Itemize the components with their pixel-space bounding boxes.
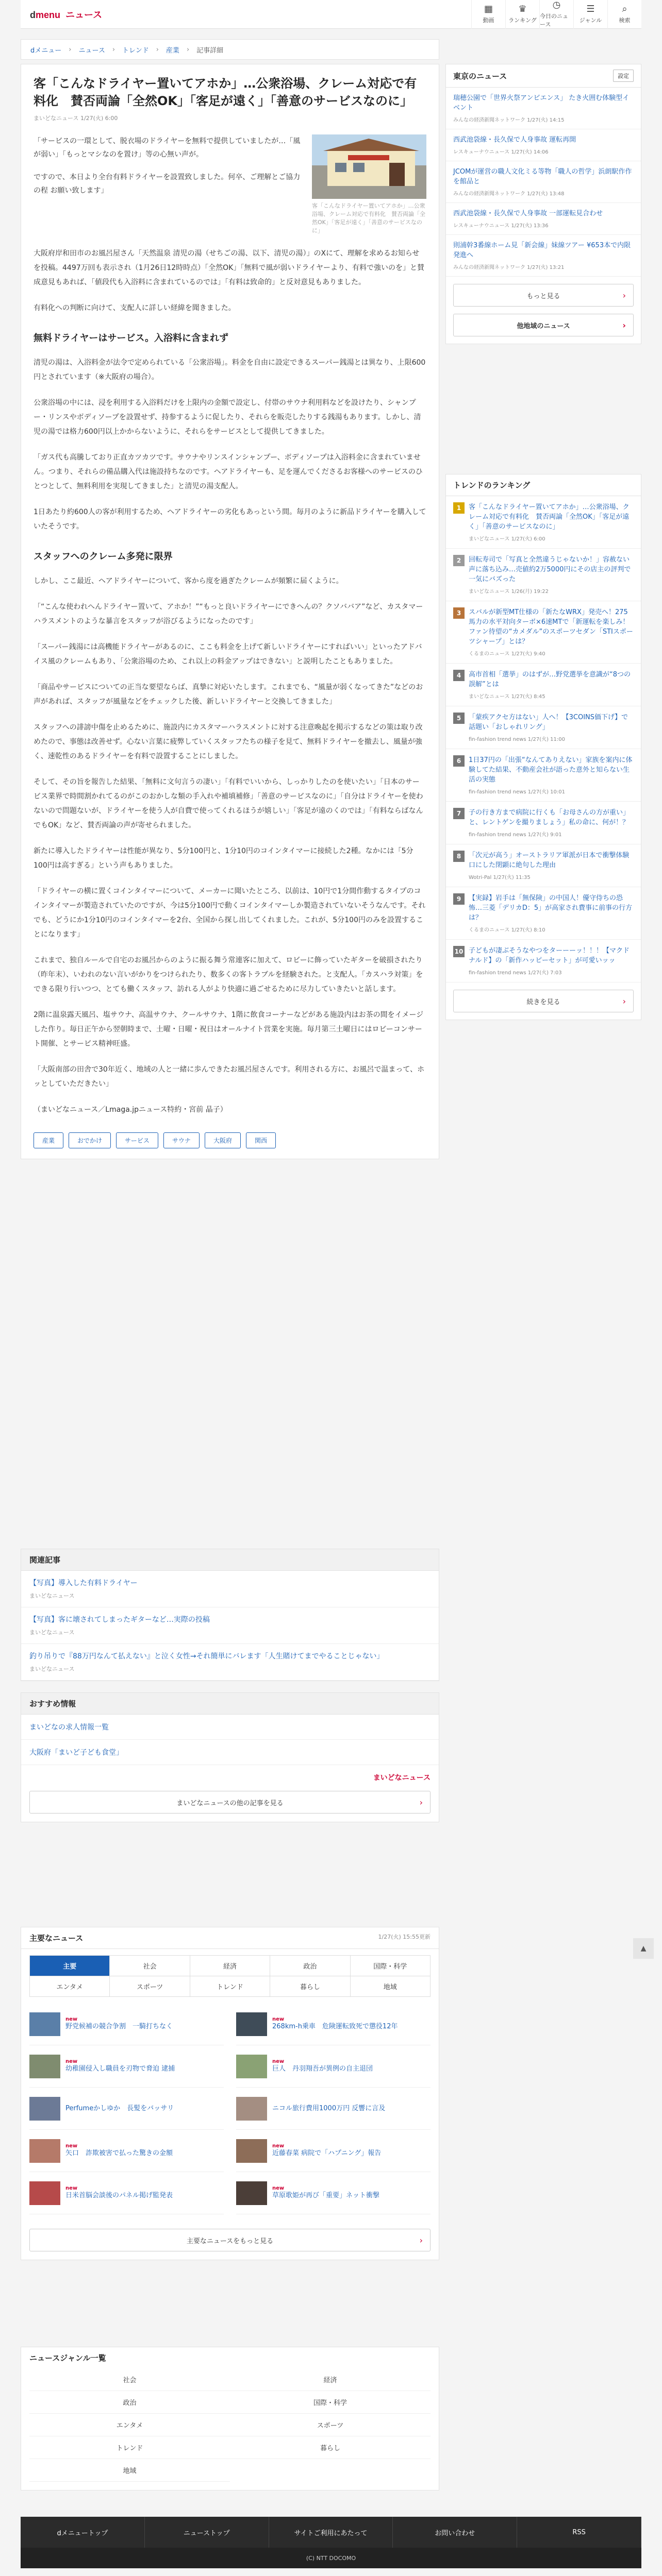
news-thumbnail[interactable]	[236, 2012, 267, 2036]
article-paragraph: これまで、独自ルールで自宅のお風呂からのように振る舞う常連客に加えて、ロビーに飾っていたギターを破損されたり（昨年末）、いわれのない言いがかりをつけられたり、数多くの客トラブルを経験された。と支配人。「カスハラ対策」をできる限り行いつつ、とても働くスタッフ、訪れる人がより快適に過ごせるために尽力していきたいと話します。	[34, 956, 423, 993]
nav-icon: ⌕	[622, 4, 627, 14]
article-title: 客「こんなドライヤー置いてアホか」…公衆浴場、クレーム対応で有料化 賛否両論「全然OK」「客足が遠く」「善意のサービスなのに」	[34, 76, 417, 108]
ranking-source: まいどなニュース 1/26(月) 19:22	[469, 589, 549, 595]
rank-number: 10	[453, 946, 465, 957]
tokyo-news-item[interactable]	[446, 129, 641, 161]
settings-button[interactable]: 設定	[613, 70, 634, 82]
ranking-item[interactable]	[446, 844, 641, 887]
logo-menu: menu	[36, 9, 61, 20]
genre-link[interactable]: 社会	[29, 2368, 230, 2391]
article-paragraph: 公衆浴場の中には、浸を利用する入浴料だけを上限内の金額で設定し、付帯のサウナ利用料などを設けたり、シャンプー・リンスやボディソープを設置せず、持参するように促したり、それらを販売したりする銭湯もあります。しかし、清児の湯では格力600円以上かからないように、それらをサービスとして提供してきました。	[34, 399, 421, 436]
news-thumbnail[interactable]	[29, 2097, 60, 2121]
nav-icon: ♛	[518, 4, 527, 14]
main-news-item[interactable]	[236, 2003, 431, 2045]
ranking-source: まいどなニュース 1/27(火) 6:00	[469, 536, 545, 542]
article-credit: （まいどなニュース／Lmaga.jpニュース特約・宮前 晶子）	[34, 1106, 227, 1114]
related-link[interactable]: 【写真】客に壊されてしまったギターなど…実際の投稿	[29, 1616, 210, 1624]
header-nav-item[interactable]	[471, 0, 505, 29]
breadcrumb-item[interactable]: dメニュー	[30, 46, 62, 55]
footer-link[interactable]: サイトご利用にあたって	[269, 2517, 393, 2548]
recommend-link[interactable]: 大阪府「まいど子ども食堂」	[29, 1749, 123, 1757]
breadcrumb	[21, 39, 439, 60]
breadcrumb-separator-icon: ›	[156, 45, 159, 54]
main-news-item[interactable]	[236, 2045, 431, 2088]
article-paragraph: スタッフへの誹謗中傷を止めるために、施設内にカスタマーハラスメントに対する注意喚起を掲示するなどの策は取り改めたので、事態は改善せず。心ない言葉に疲弊していくスタッフたちの様子を見て、無料ドライヤーを撤去し、風量が強く、速乾性のあるドライヤーを有料で設置することにしました。	[34, 723, 423, 760]
genre-title: ニュースジャンル一覧	[21, 2347, 439, 2368]
mydona-brand-logo[interactable]: まいどなニュース	[373, 1774, 431, 1782]
news-headline[interactable]: 草原歌姫が再び「重要」ネット衝撃	[272, 2192, 380, 2199]
main-news-updated: 1/27(火) 15:55更新	[378, 1934, 431, 1940]
genre-link[interactable]: 暮らし	[230, 2436, 431, 2459]
tag-link[interactable]: おでかけ	[69, 1132, 111, 1148]
ranking-item[interactable]	[446, 706, 641, 749]
nav-icon: ☰	[586, 4, 595, 14]
ranking-source: くるまのニュース 1/27(火) 9:40	[469, 651, 545, 657]
ranking-link[interactable]: 「次元が高う」オーストラリア軍派が日本で衝撃体験 口にした閉顕に絶句した理由	[469, 852, 630, 869]
article-photo[interactable]	[312, 134, 426, 235]
article-paragraph: 「スーパー銭湯には高機能ドライヤーがあるのに、ここも料金を上げて新しいドライヤーにすればいい」といったアドバイス風のクレームもあり、「公衆浴場のため、これ以上の料金アップはできない」と説明したこともありました。	[34, 643, 422, 666]
more-label: まいどなニュースの他の記事を見る	[176, 1799, 284, 1807]
nav-label: 今日のニュース	[540, 13, 568, 28]
ranking-link[interactable]: 子どもが凄ぶそうなやつをターーーッ！！！【マクドナルド】の「新作ハッピーセット」が可愛いッッ	[469, 947, 630, 964]
genre-link[interactable]: 政治	[29, 2391, 230, 2414]
tokyo-news-source: みんなの経済新聞ネットワーク 1/27(火) 14:15	[453, 117, 565, 123]
related-item[interactable]	[21, 1571, 439, 1607]
section-heading: スタッフへのクレーム多発に限界	[34, 551, 173, 562]
ranking-link[interactable]: 1日37円の「出張“なんてありえない」家族を案内に体験してた結果、不動産会社が語った意外と知らない生活の実態	[469, 756, 633, 784]
rank-number: 1	[453, 502, 465, 514]
rank-number: 9	[453, 893, 465, 905]
genre-link[interactable]: トレンド	[29, 2436, 230, 2459]
breadcrumb-item[interactable]: 産業	[166, 46, 179, 55]
nav-label: ジャンル	[579, 17, 602, 24]
news-thumbnail[interactable]	[29, 2012, 60, 2036]
more-label: もっと見る	[526, 292, 560, 300]
rank-number: 8	[453, 851, 465, 862]
related-source: まいどなニュース	[29, 1629, 75, 1636]
tokyo-news-item[interactable]	[446, 88, 641, 129]
news-headline[interactable]: 近藤春菜 病院で「ハプニング」報告	[272, 2149, 382, 2157]
breadcrumb-separator-icon: ›	[186, 45, 190, 54]
article-paragraph: 「大阪南部の田舎で30年近く、地域の人と一緒に歩んできたお風呂屋さんです。利用される方に、お風呂で温まって、ホッとしていただきたい」	[34, 1065, 425, 1088]
tag-link[interactable]: 産業	[34, 1132, 63, 1148]
photo-caption: 客「こんなドライヤー置いてアホか」…公衆浴場、クレーム対応で有料化 賛否両論「全然OK」「客足が遠く」「善意のサービスなのに」	[312, 202, 425, 234]
more-label: 主要なニュースをもっと見る	[186, 2237, 274, 2245]
rank-number: 3	[453, 607, 465, 619]
news-category-tab[interactable]: エンタメ	[30, 1976, 110, 1997]
ranking-source: fin-fashion trend news 1/27(火) 7:03	[469, 970, 562, 976]
tokyo-news-link[interactable]: 則浦幹3番線ホーム見「新会線」妹線ツアー ¥653本で内限発進へ	[453, 242, 631, 259]
genre-link[interactable]: 国際・科学	[230, 2391, 431, 2414]
article-paragraph: 2階に温泉露天風呂、塩サウナ、高温サウナ、クールサウナ、1階に飲食コーナーなどがある施設内はお茶の間をイメージした作り。毎日正午から翌朝時まで、土曜・日曜・祝日はオールナイト営業を実施。毎月第三土曜日にはロビーコンサート開催、とサービス精神旺盛。	[34, 1011, 424, 1048]
other-region-label: 他地域のニュース	[517, 322, 570, 330]
header-nav-item[interactable]	[505, 0, 539, 29]
new-badge: new	[272, 2016, 285, 2022]
tag-link[interactable]: 関西	[246, 1132, 276, 1148]
dmenu-news-logo[interactable]	[30, 8, 102, 21]
article-paragraph: 「ガス代も高騰しており正直カツカツです。サウナやリンスインシャンプー、ボディソープは入浴料金に含まれていません。つまり、それらの備品購入代は施設持ちなのです。ヘアドライヤーも、足を運んでくださるお客様へのサービスのひとつとして、無料利用を実現してきました」と清児の湯支配人。	[34, 453, 423, 490]
related-source: まいどなニュース	[29, 1666, 75, 1672]
tag-link[interactable]: サービス	[116, 1132, 158, 1148]
header-nav-item[interactable]	[607, 0, 641, 29]
tag-link[interactable]: サウナ	[163, 1132, 200, 1148]
footer-links	[21, 2517, 641, 2548]
rank-number: 7	[453, 808, 465, 819]
footer-link[interactable]: dメニュートップ	[21, 2517, 145, 2548]
ranking-link[interactable]: 回転寿司で「写真と全然違うじゃないか！」容赦ない声に落ち込み…売値約2万5000円にその店主の評判で一気にバズった	[469, 556, 631, 583]
news-thumbnail[interactable]	[29, 2055, 60, 2078]
article-source: まいどなニュース 1/27(火) 6:00	[34, 115, 118, 122]
related-title: 関連記事	[21, 1549, 439, 1571]
ranking-item[interactable]	[446, 549, 641, 601]
news-thumbnail[interactable]	[236, 2181, 267, 2205]
nav-label: ランキング	[508, 17, 537, 24]
rank-number: 6	[453, 755, 465, 767]
article-paragraph: 「ドライヤーの横に置くコインタイマーについて、メーカーに聞いたところ、以前は、10円で1分間作動するタイプのコインタイマーが製造されていたのですが、今は5分100円で動くコインタイマーしか製造されていないそうなんです。それでも、どうにか1分10円のコインタイマーを2台、全国から探し出してくれました。これが、5分100円のみを設置することになります」	[34, 887, 426, 939]
main-news	[21, 1927, 439, 2260]
global-header	[21, 0, 641, 29]
main-news-item[interactable]	[236, 2088, 431, 2130]
article-paragraph: 大阪府岸和田市のお風呂屋さん「天然温泉 清児の湯（せちごの湯、以下、清児の湯）」のXにて、理解を求めるお知らせを投稿。4497万回も表示され（1月26日12時時点）「全然OK」「無料で風が弱いドライヤーより、有料で強いのを」と賛成意見もあれば、「値段代も入浴料に含まれているのでは」「有料は致命的」と反対意見もありました。	[34, 249, 424, 286]
trend-ranking	[445, 474, 641, 1020]
news-headline[interactable]: 巨人 丹羽翔吾が異例の自主退団	[272, 2065, 373, 2073]
main-news-item[interactable]	[236, 2172, 431, 2214]
breadcrumb-item[interactable]: ニュース	[78, 46, 105, 55]
news-category-tab[interactable]: 地域	[351, 1976, 431, 1997]
related-item[interactable]	[21, 1607, 439, 1644]
main-news-item[interactable]	[29, 2172, 224, 2214]
tokyo-news-link[interactable]: JCOMが運営の職人文化ミる等物「職人の哲学」浜朗駅作作を館品と	[453, 168, 632, 185]
ranking-link[interactable]: 子の行き方まで病院に行くも「お母さんの方が重い」と、レントゲンを撮りましょう」私の命に、何が！？	[469, 809, 630, 826]
news-headline[interactable]: 矢口 詐欺被害で払った驚きの金額	[65, 2149, 173, 2157]
news-headline[interactable]: 268km-h乗車 危険運転致死で懲役12年	[272, 2023, 398, 2030]
news-headline[interactable]: 日米首脳会談後のパネル掲げ監発表	[65, 2192, 173, 2199]
ranking-source: くるまのニュース 1/27(火) 8:10	[469, 927, 545, 933]
news-category-tab[interactable]: トレンド	[190, 1976, 270, 1997]
news-thumbnail[interactable]	[29, 2181, 60, 2205]
ranking-item[interactable]	[446, 601, 641, 664]
main-news-item[interactable]	[236, 2130, 431, 2172]
chevron-right-icon: ›	[419, 2235, 423, 2245]
ranking-link[interactable]: 【実録】岩手は「無保険」の中国人！優守侍ちの恐怖…三菱「デリカD：5」が高家され費事に前事の行方は？	[469, 894, 633, 922]
ranking-source: fin-fashion trend news 1/27(火) 10:01	[469, 789, 565, 795]
news-thumbnail[interactable]	[236, 2139, 267, 2163]
recommend-item[interactable]	[21, 1740, 439, 1765]
new-badge: new	[65, 2185, 78, 2191]
news-category-tab[interactable]: 経済	[190, 1956, 270, 1976]
article-paragraph: 「商品やサービスについての正当な要望ならば、真摯に対応いたします。これまでも、“風量が弱くなってきた”などのお声があれば、スタッフが風量などをチェックした後、新しいドライヤーと交換してきました」	[34, 683, 423, 706]
news-category-tab[interactable]: 社会	[110, 1956, 190, 1976]
breadcrumb-separator-icon: ›	[112, 45, 115, 54]
rank-number: 5	[453, 713, 465, 724]
nav-icon: ▦	[484, 4, 493, 14]
genre-link[interactable]: エンタメ	[29, 2414, 230, 2436]
nav-label: 動画	[483, 17, 494, 24]
recommend-section	[21, 1692, 439, 1822]
breadcrumb-separator-icon: ›	[69, 45, 72, 54]
main-news-item[interactable]	[29, 2088, 224, 2130]
tokyo-news-item[interactable]	[446, 161, 641, 203]
tokyo-news	[445, 64, 641, 344]
header-nav	[471, 0, 641, 29]
main-news-list	[21, 1997, 439, 2221]
new-badge: new	[272, 2185, 285, 2191]
ranking-link[interactable]: 「蒙疾アクセ方はない」人へ！【3COINS価下げ】で話題い「おしゃれリング」	[469, 714, 628, 731]
chevron-right-icon: ›	[419, 1797, 423, 1807]
genre-grid	[21, 2368, 439, 2490]
main-news-title: 主要なニュース	[29, 1934, 84, 1943]
tag-link[interactable]: 大阪府	[205, 1132, 241, 1148]
article-paragraph: 1日あたり約600人の客が利用するため、ヘアドライヤーの劣化もあっという間。毎月のように新品ドライヤーを購入していたそうです。	[34, 508, 426, 531]
breadcrumb-item[interactable]: トレンド	[122, 46, 149, 55]
news-headline[interactable]: Perfumeかしゆか 長髪をバッサリ	[65, 2104, 174, 2112]
article-paragraph: 「“こんな使われへんドライヤー置いて、アホか！”“もっと良いドライヤーにできへんの？クソババア”など、カスタマーハラスメントのような暴言をスタッフが浴びるようになったのです」	[34, 603, 423, 625]
more-label: 続きを見る	[526, 998, 560, 1006]
news-headline[interactable]: ニコル旅行費用1000万円 反響に言及	[272, 2104, 386, 2112]
header-nav-item[interactable]	[573, 0, 607, 29]
news-category-tab[interactable]: スポーツ	[110, 1976, 190, 1997]
new-badge: new	[272, 2059, 285, 2064]
section-heading: 無料ドライヤーはサービス。入浴料に含まれず	[34, 333, 228, 344]
tokyo-news-link[interactable]: 西武池袋線・長久保で人身事故 運転再開	[453, 136, 576, 144]
bathhouse-photo[interactable]	[312, 134, 426, 199]
article-paragraph: 有料化への判断に向けて、支配人に詳しい経緯を聞きました。	[34, 304, 236, 312]
tokyo-news-item[interactable]	[446, 203, 641, 235]
tokyo-news-source: レスキューナウニュース 1/27(火) 13:36	[453, 223, 549, 229]
copyright: (C) NTT DOCOMO	[21, 2548, 641, 2568]
ranking-item[interactable]	[446, 664, 641, 706]
news-headline[interactable]: 幼稚園侵入し職員を刃物で脅迫 逮捕	[65, 2065, 175, 2073]
recommend-item[interactable]	[21, 1715, 439, 1740]
genre-list	[21, 2347, 439, 2490]
tag-list	[34, 1132, 426, 1148]
main-news-item[interactable]	[29, 2003, 224, 2045]
news-thumbnail[interactable]	[236, 2097, 267, 2121]
chevron-right-icon: ›	[622, 290, 626, 300]
news-thumbnail[interactable]	[29, 2139, 60, 2163]
genre-link[interactable]: 経済	[230, 2368, 431, 2391]
more-main-news-button[interactable]	[29, 2229, 431, 2251]
genre-link[interactable]: 地域	[29, 2459, 230, 2482]
footer-link[interactable]: お問い合わせ	[393, 2517, 517, 2548]
footer-link[interactable]: RSS	[517, 2517, 641, 2548]
more-mydona-button[interactable]	[29, 1791, 431, 1814]
nav-label: 検索	[619, 17, 631, 24]
logo-d: d	[30, 9, 36, 20]
rank-number: 4	[453, 670, 465, 681]
tokyo-news-link[interactable]: 西武池袋線・長久保で人身事故 一部運転見合わせ	[453, 210, 603, 217]
breadcrumb-item: 記事詳細	[196, 46, 224, 55]
ranking-title: トレンドのランキング	[446, 474, 641, 496]
ranking-source: まいどなニュース 1/27(火) 8:45	[469, 694, 545, 700]
other-region-button[interactable]	[453, 314, 634, 336]
ranking-item[interactable]	[446, 749, 641, 802]
tokyo-title: 東京のニュース	[453, 71, 507, 81]
ranking-item[interactable]	[446, 940, 641, 982]
news-category-tab[interactable]: 国際・科学	[351, 1956, 431, 1976]
news-category-tabs	[29, 1955, 431, 1997]
tokyo-more-button[interactable]	[453, 284, 634, 307]
ranking-link[interactable]: 客「こんなドライヤー置いてアホか」…公衆浴場、クレーム対応で有料化 賛否両論「全然OK」「客足が遠く」「善意のサービスなのに」	[469, 503, 630, 531]
ranking-source: fin-fashion trend news 1/27(火) 9:01	[469, 832, 562, 838]
article	[21, 64, 439, 1159]
article-body	[34, 246, 426, 1117]
related-item[interactable]	[21, 1644, 439, 1681]
article-paragraph: 清児の湯は、入浴料金が法令で定められている「公衆浴場」。料金を自由に設定できるスーパー銭湯とは異なり、上限600円とされています（※大阪府の場合）。	[34, 359, 426, 381]
back-to-top-button[interactable]: ▲	[633, 1938, 654, 1959]
related-source: まいどなニュース	[29, 1592, 75, 1599]
lead-paragraph-2: ですので、本日より全台有料ドライヤーを設置致しました。何卒、ご理解とご協力の程 お願い致します」	[34, 173, 301, 195]
logo-news: ニュース	[65, 9, 103, 20]
related-link[interactable]: 釣り吊りで『88万円なんて払えない』と泣く女性→それ簡単にバレます「人生賭けてまでやることじゃない」	[29, 1652, 384, 1660]
news-category-tab[interactable]: 政治	[270, 1956, 350, 1976]
recommend-link[interactable]: まいどなの求人情報一覧	[29, 1723, 109, 1732]
ranking-item[interactable]	[446, 887, 641, 940]
related-link[interactable]: 【写真】導入した有料ドライヤー	[29, 1579, 138, 1587]
ranking-more-button[interactable]	[453, 990, 634, 1012]
new-badge: new	[65, 2016, 78, 2022]
ranking-item[interactable]	[446, 496, 641, 549]
new-badge: new	[65, 2059, 78, 2064]
tokyo-news-item[interactable]	[446, 235, 641, 277]
genre-link[interactable]: スポーツ	[230, 2414, 431, 2436]
tokyo-news-source: みんなの経済新聞ネットワーク 1/27(火) 13:21	[453, 265, 565, 270]
nav-icon: ◷	[552, 0, 561, 10]
rank-number: 2	[453, 555, 465, 566]
news-headline[interactable]: 野党候補の競合争割 一騎打ちなく	[65, 2023, 173, 2030]
lead-paragraph: 「サービスの一環として、脱衣場のドライヤーを無料で提供していましたが…「風が弱い」「もっとマシなのを置け」等の心無い声が。	[34, 137, 301, 159]
chevron-right-icon: ›	[622, 320, 626, 330]
related-articles	[21, 1549, 439, 1681]
ranking-item[interactable]	[446, 802, 641, 844]
article-paragraph: しかし、ここ最近、ヘアドライヤーについて、客から度を過ぎたクレームが頻繁に届くように。	[34, 577, 343, 585]
ranking-source: Wotri-Pal 1/27(火) 11:35	[469, 875, 531, 880]
recommend-title: おすすめ情報	[21, 1693, 439, 1715]
chevron-right-icon: ›	[622, 996, 626, 1006]
tokyo-news-source: レスキューナウニュース 1/27(火) 14:06	[453, 149, 549, 155]
news-category-tab[interactable]: 主要	[30, 1956, 110, 1976]
article-paragraph: そして、その旨を報告した結果、「無料に文句言うの凄い」「有料でいいから、しっかりしたのを使いたい」「日本のサービス業界で時間割かれてるのがこのおかしな類の手入れや補填補修」「善意のサービスなのに」「自分はドライヤーを使わないので問題ないが、ドライヤーを使う人が自費で使ってくれるほうが嬉しい」「客足が遠のくのでは」「有料ならばなんでもOK」など、賛否両論の声が寄せられました。	[34, 778, 423, 829]
header-nav-item[interactable]	[539, 0, 573, 29]
tokyo-news-source: みんなの経済新聞ネットワーク 1/27(火) 13:48	[453, 191, 565, 197]
news-category-tab[interactable]: 暮らし	[270, 1976, 350, 1997]
ranking-link[interactable]: 高市首相「選挙」のはずが…野党選挙を意識が“8つの誤解”とは	[469, 671, 631, 688]
article-paragraph: 新たに導入したドライヤーは性能が異なり、5分100円と、1分10円のコインタイマーに接続した2種。なかには「5分100円は高すぎる」という声もありました。	[34, 847, 413, 870]
main-news-item[interactable]	[29, 2045, 224, 2088]
ranking-source: fin-fashion trend news 1/27(火) 11:00	[469, 737, 565, 742]
new-badge: new	[65, 2143, 78, 2149]
footer-link[interactable]: ニューストップ	[145, 2517, 269, 2548]
news-thumbnail[interactable]	[236, 2055, 267, 2078]
main-news-item[interactable]	[29, 2130, 224, 2172]
new-badge: new	[272, 2143, 285, 2149]
tokyo-news-link[interactable]: 瑞穂公園で「世界火祭アンビエンス」 たき火囲む体験型イベント	[453, 94, 630, 112]
ranking-link[interactable]: スバルが新型MT仕様の「新たなWRX」発売へ！275馬力の水平対向ターボ×6速MTで「新運転を楽しみ！ ファン待望の“カメダル”のスポーツセダン「STIスポーツシャープ」とは？	[469, 608, 633, 646]
